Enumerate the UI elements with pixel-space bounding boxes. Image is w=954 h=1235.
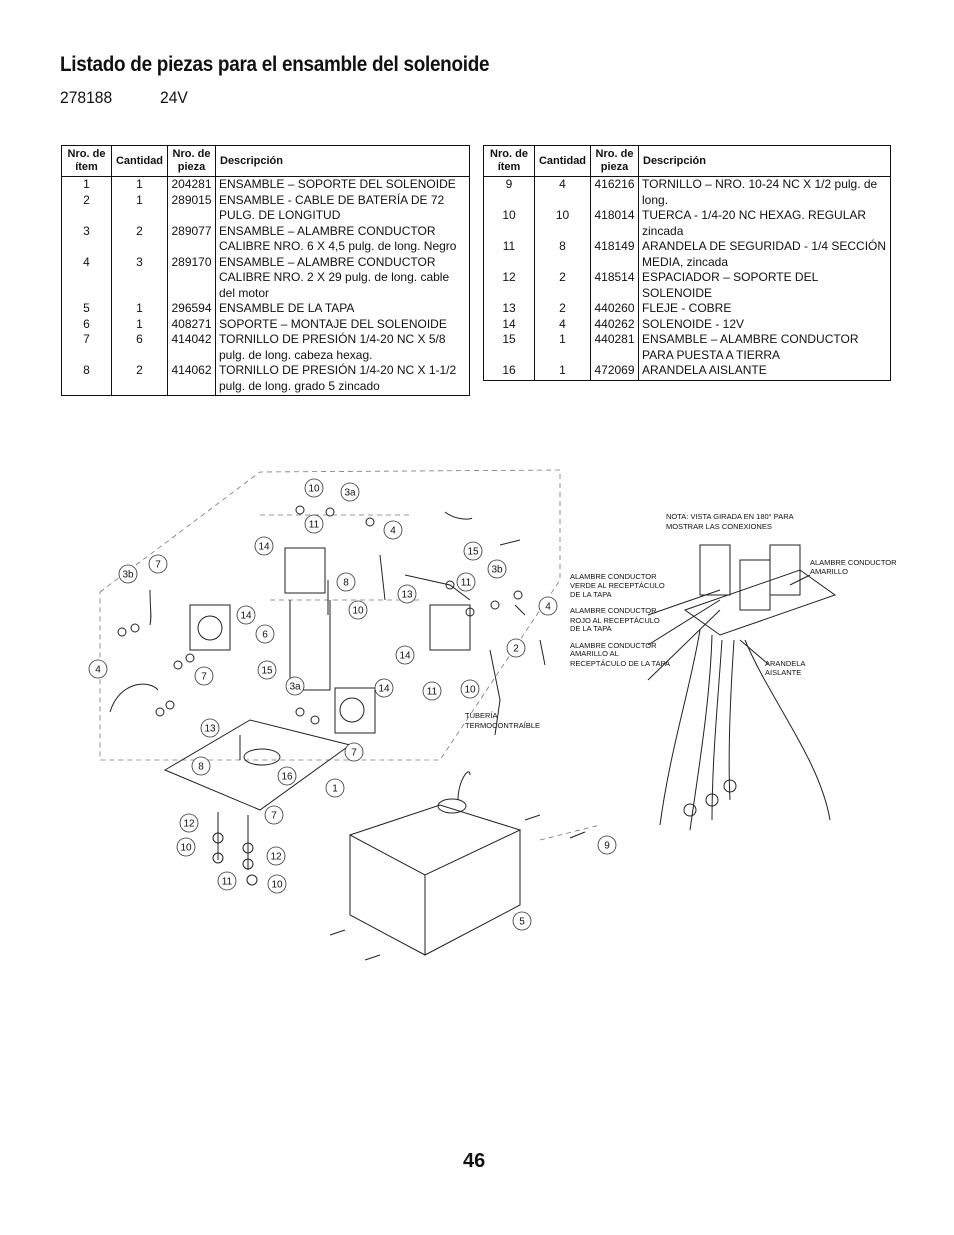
- callout-label: 7: [155, 559, 161, 571]
- callout-label: 3a: [344, 487, 356, 499]
- item-cell: 1: [62, 177, 112, 193]
- part-number-cell: 414042: [168, 332, 216, 363]
- item-cell: 12: [484, 270, 535, 301]
- note-line-2: MOSTRAR LAS CONEXIONES: [666, 522, 772, 531]
- callout-label: 14: [258, 541, 270, 553]
- green-wire-1: ALAMBRE CONDUCTOR: [570, 572, 657, 581]
- part-number-cell: 416216: [591, 177, 639, 209]
- tubing-note-2: TERMOCONTRAÍBLE: [465, 721, 541, 730]
- callout-label: 15: [261, 665, 273, 677]
- item-cell: 2: [62, 193, 112, 224]
- svg-text:ALAMBRE CONDUCTOR: [810, 558, 897, 567]
- part-number-cell: 440262: [591, 317, 639, 333]
- part-number-cell: 418014: [591, 208, 639, 239]
- svg-text:ALAMBRE CONDUCTOR: [570, 606, 657, 615]
- part-number-cell: 289015: [168, 193, 216, 224]
- yellow-wire-2: AMARILLO: [810, 567, 848, 576]
- qty-cell: 8: [535, 239, 591, 270]
- qty-cell: 1: [112, 193, 168, 224]
- item-cell: 8: [62, 363, 112, 396]
- cable-4-top: [380, 555, 385, 600]
- part-number-cell: 414062: [168, 363, 216, 396]
- callout-label: 10: [271, 879, 283, 891]
- callout-label: 10: [352, 605, 364, 617]
- header-part: Nro. de pieza: [591, 146, 639, 177]
- header-qty: Cantidad: [112, 146, 168, 177]
- description-cell: SOLENOIDE - 12V: [639, 317, 891, 333]
- callout-label: 13: [204, 723, 216, 735]
- callout-label: 12: [270, 851, 282, 863]
- yellow2-wire-2: AMARILLO AL: [570, 649, 619, 658]
- green-wire-3: DE LA TAPA: [570, 590, 612, 599]
- callout-label: 4: [95, 664, 101, 676]
- item-cell: 6: [62, 317, 112, 333]
- item-cell: 5: [62, 301, 112, 317]
- solenoid-1: [190, 605, 230, 650]
- callout-label: 12: [183, 818, 195, 830]
- red-wire-3: DE LA TAPA: [570, 624, 612, 633]
- item-cell: 11: [484, 239, 535, 270]
- description-cell: ESPACIADOR – SOPORTE DEL SOLENOIDE: [639, 270, 891, 301]
- callout-label: 14: [378, 683, 390, 695]
- qty-cell: 1: [535, 332, 591, 363]
- svg-text:ARANDELA: [765, 659, 805, 668]
- callout-label: 1: [332, 783, 338, 795]
- callout-label: 9: [604, 840, 610, 852]
- description-cell: ARANDELA AISLANTE: [639, 363, 891, 380]
- header-qty: Cantidad: [535, 146, 591, 177]
- item-cell: 15: [484, 332, 535, 363]
- header-item: Nro. de ítem: [484, 146, 535, 177]
- header-desc: Descripción: [216, 146, 470, 177]
- part-number-cell: 204281: [168, 177, 216, 193]
- description-cell: TORNILLO DE PRESIÓN 1/4-20 NC X 5/8 pulg. de long. cabeza hexag.: [216, 332, 470, 363]
- voltage: 24V: [160, 88, 188, 107]
- callout-label: 7: [201, 671, 207, 683]
- callout-label: 14: [240, 610, 252, 622]
- model-number: 278188: [60, 88, 113, 107]
- description-cell: ENSAMBLE DE LA TAPA: [216, 301, 470, 317]
- qty-cell: 1: [112, 301, 168, 317]
- item-cell: 16: [484, 363, 535, 380]
- part-number-cell: 289077: [168, 224, 216, 255]
- callout-label: 8: [198, 761, 204, 773]
- callout-label: 10: [308, 483, 320, 495]
- callout-label: 5: [519, 916, 525, 928]
- tubing-note-1: TUBERÍA: [465, 711, 498, 720]
- cable-3b-left: [150, 590, 151, 625]
- svg-text:MOSTRAR LAS CONEXIONES: [666, 522, 772, 531]
- svg-text:NOTA: VISTA GIRADA EN 180° PAR: [666, 512, 794, 521]
- callout-label: 11: [460, 577, 472, 589]
- item-cell: 10: [484, 208, 535, 239]
- callout-label: 8: [343, 577, 349, 589]
- callout-label: 3b: [491, 564, 503, 576]
- item-cell: 13: [484, 301, 535, 317]
- header-item: Nro. de ítem: [62, 146, 112, 177]
- cover-assembly: [330, 772, 600, 960]
- description-cell: FLEJE - COBRE: [639, 301, 891, 317]
- callout-label: 2: [513, 643, 519, 655]
- part-number-cell: 408271: [168, 317, 216, 333]
- svg-text:ALAMBRE CONDUCTOR: [570, 572, 657, 581]
- part-number-cell: 418149: [591, 239, 639, 270]
- qty-cell: 1: [535, 363, 591, 380]
- callout-label: 10: [180, 842, 192, 854]
- qty-cell: 10: [535, 208, 591, 239]
- yellow-wire-1: ALAMBRE CONDUCTOR: [810, 558, 897, 567]
- part-number-cell: 440281: [591, 332, 639, 363]
- callout-label: 16: [281, 771, 293, 783]
- part-number-cell: 472069: [591, 363, 639, 380]
- part-number-cell: 289170: [168, 255, 216, 302]
- yellow2-wire-3: RECEPTÁCULO DE LA TAPA: [570, 659, 671, 668]
- svg-text:RECEPTÁCULO DE LA TAPA: [570, 659, 670, 668]
- red-wire-1: ALAMBRE CONDUCTOR: [570, 606, 657, 615]
- qty-cell: 4: [535, 317, 591, 333]
- callout-label: 3b: [122, 569, 134, 581]
- qty-cell: 6: [112, 332, 168, 363]
- callout-label: 7: [351, 747, 357, 759]
- page-number: 46: [463, 1150, 486, 1172]
- svg-text:DE LA TAPA: [570, 590, 612, 599]
- description-cell: TORNILLO – NRO. 10-24 NC X 1/2 pulg. de long.: [639, 177, 891, 209]
- qty-cell: 2: [112, 224, 168, 255]
- callout-label: 10: [464, 684, 476, 696]
- red-wire-2: ROJO AL RECEPTÁCULO: [570, 616, 660, 625]
- callout-label: 4: [545, 601, 551, 613]
- solenoid-4: [335, 688, 375, 733]
- mounting-bracket: [290, 600, 330, 690]
- callout-label: 13: [401, 589, 413, 601]
- description-cell: ENSAMBLE - CABLE DE BATERÍA DE 72 PULG. DE LONGITUD: [216, 193, 470, 224]
- description-cell: ENSAMBLE – ALAMBRE CONDUCTOR CALIBRE NRO. 6 X 4,5 pulg. de long. Negro: [216, 224, 470, 255]
- description-cell: ENSAMBLE – ALAMBRE CONDUCTOR CALIBRE NRO. 2 X 29 pulg. de long. cable del motor: [216, 255, 470, 302]
- item-cell: 4: [62, 255, 112, 302]
- callout-label: 11: [308, 519, 320, 531]
- washer-note-1: ARANDELA: [765, 659, 806, 668]
- callout-label: 14: [399, 650, 411, 662]
- description-cell: TUERCA - 1/4-20 NC HEXAG. REGULAR zincada: [639, 208, 891, 239]
- qty-cell: 2: [535, 270, 591, 301]
- callout-label: 11: [221, 876, 233, 888]
- rotated-view: [648, 545, 835, 830]
- callout-label: 15: [467, 546, 479, 558]
- description-cell: SOPORTE – MONTAJE DEL SOLENOIDE: [216, 317, 470, 333]
- callout-label: 3a: [289, 681, 301, 693]
- svg-text:VERDE AL RECEPTÁCULO: [570, 581, 665, 590]
- description-cell: ARANDELA DE SEGURIDAD - 1/4 SECCIÓN MEDIA, zincada: [639, 239, 891, 270]
- callout-label: 6: [262, 629, 268, 641]
- part-number-cell: 440260: [591, 301, 639, 317]
- description-cell: ENSAMBLE – SOPORTE DEL SOLENOIDE: [216, 177, 470, 193]
- part-number-cell: 418514: [591, 270, 639, 301]
- qty-cell: 2: [112, 363, 168, 396]
- cable-4-left: [110, 684, 158, 712]
- solenoid-3: [430, 605, 470, 650]
- washer-note-2: AISLANTE: [765, 668, 802, 677]
- svg-text:DE LA TAPA: [570, 624, 612, 633]
- qty-cell: 4: [535, 177, 591, 209]
- item-cell: 7: [62, 332, 112, 363]
- header-part: Nro. de pieza: [168, 146, 216, 177]
- qty-cell: 1: [112, 317, 168, 333]
- item-cell: 3: [62, 224, 112, 255]
- solenoid-2: [285, 548, 325, 593]
- item-cell: 9: [484, 177, 535, 209]
- svg-text:AISLANTE: [765, 668, 801, 677]
- description-cell: ENSAMBLE – ALAMBRE CONDUCTOR PARA PUESTA A TIERRA: [639, 332, 891, 363]
- note-line-1: NOTA: VISTA GIRADA EN 180° PARA: [666, 512, 794, 521]
- item-cell: 14: [484, 317, 535, 333]
- svg-text:TUBERÍA: [465, 711, 498, 720]
- qty-cell: 3: [112, 255, 168, 302]
- green-wire-2: VERDE AL RECEPTÁCULO: [570, 581, 665, 590]
- hardware: [118, 506, 522, 885]
- yellow2-wire-1: ALAMBRE CONDUCTOR: [570, 641, 657, 650]
- description-cell: TORNILLO DE PRESIÓN 1/4-20 NC X 1-1/2 pulg. de long. grado 5 zincado: [216, 363, 470, 396]
- callout-label: 4: [390, 525, 396, 537]
- svg-text:AMARILLO AL: [570, 649, 619, 658]
- svg-text:AMARILLO: [810, 567, 848, 576]
- callout-label: 7: [271, 810, 277, 822]
- qty-cell: 2: [535, 301, 591, 317]
- qty-cell: 1: [112, 177, 168, 193]
- part-number-cell: 296594: [168, 301, 216, 317]
- callout-label: 11: [426, 686, 438, 698]
- page-title: Listado de piezas para el ensamble del solenoide: [60, 53, 490, 76]
- svg-text:TERMOCONTRAÍBLE: [465, 721, 540, 730]
- header-desc: Descripción: [639, 146, 891, 177]
